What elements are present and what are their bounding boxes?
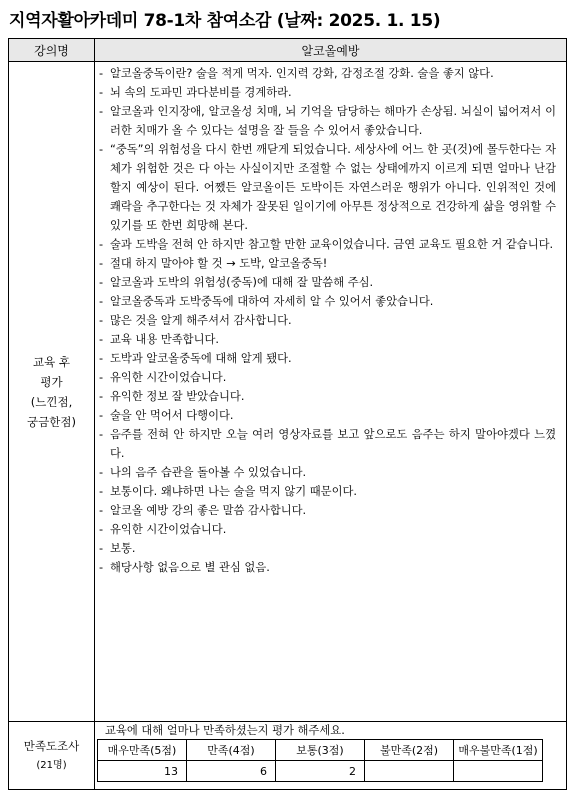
feedback-item: - 도박과 알코올중독에 대해 알게 됐다.: [99, 349, 556, 368]
course-name-label: 강의명: [9, 39, 95, 62]
feedback-item: - 알코올과 인지장애, 알코올성 치매, 뇌 기억을 담당하는 해마가 손상됨. 뇌실이 넓어져서 이러한 치매가 올 수 있다는 설명을 잘 들을 수 있어서 좋았습니다.: [99, 102, 556, 140]
feedback-item: - 보통.: [99, 539, 556, 558]
rating-count: 13: [98, 761, 187, 782]
feedback-item: - 나의 음주 습관을 돌아볼 수 있었습니다.: [99, 463, 556, 482]
feedback-item: - 절대 하지 말아야 할 것 → 도박, 알코올중독!: [99, 254, 556, 273]
rating-header: 불만족(2점): [365, 740, 454, 761]
satisfaction-row: [9, 722, 567, 790]
satisfaction-value-row: [98, 761, 543, 782]
evaluation-label-line: 평가: [40, 374, 63, 389]
rating-header: 보통(3점): [276, 740, 365, 761]
rating-header: 매우만족(5점): [98, 740, 187, 761]
satisfaction-content: [95, 722, 567, 790]
course-name-value: 알코올예방: [95, 39, 567, 62]
feedback-item: - 알코올 예방 강의 좋은 말씀 감사합니다.: [99, 501, 556, 520]
feedback-item: - 음주를 전혀 안 하지만 오늘 여러 영상자료를 보고 앞으로도 음주는 하지 말아야겠다 느꼈다.: [99, 425, 556, 463]
respondent-count: (21명): [36, 759, 67, 771]
feedback-item: - 해당사항 없음으로 별 관심 없음.: [99, 558, 556, 577]
feedback-item: - 유익한 시간이었습니다.: [99, 368, 556, 387]
feedback-item: - 보통이다. 왜냐하면 나는 술을 먹지 않기 때문이다.: [99, 482, 556, 501]
document-title: 지역자활아카데미 78-1차 참여소감 (날짜: 2025. 1. 15): [9, 11, 441, 31]
evaluation-label-line: (느낀점,: [30, 394, 73, 409]
rating-count: 6: [187, 761, 276, 782]
feedback-list: [95, 62, 566, 579]
feedback-item: - 술을 안 먹어서 다행이다.: [99, 406, 556, 425]
evaluation-label-line: 교육 후: [33, 354, 70, 369]
feedback-item: - 뇌 속의 도파민 과다분비를 경계하라.: [99, 83, 556, 102]
satisfaction-table: [97, 739, 543, 782]
feedback-item: - 교육 내용 만족합니다.: [99, 330, 556, 349]
rating-count: [365, 761, 454, 782]
satisfaction-question: 교육에 대해 얼마나 만족하셨는지 평가 해주세요.: [105, 724, 345, 737]
evaluation-row: [9, 62, 567, 722]
feedback-item: - 유익한 정보 잘 받았습니다.: [99, 387, 556, 406]
feedback-item: - 많은 것을 알게 해주셔서 감사합니다.: [99, 311, 556, 330]
feedback-item: - “중독”의 위험성을 다시 한번 깨닫게 되었습니다. 세상사에 어느 한 곳(것)에 몰두한다는 자체가 위험한 것은 다 아는 사실이지만 조절할 수 없는 상태에까지 이르게 되면 얼마나 난감할지 예상이 된다. 어쨌든 알코올이든 도박이든 자연스러운 행위가 아니다. 인위적인 것에 쾌락을 추구한다는 것 자체가 잘못된 일이기에 아무튼 정상적으로 건강하게 삶을 영위할 수 있기를 또 한번 희망해 본다.: [99, 140, 556, 235]
satisfaction-label: [9, 722, 95, 790]
feedback-item: - 알코올중독과 도박중독에 대하여 자세히 알 수 있어서 좋았습니다.: [99, 292, 556, 311]
feedback-item: - 알코올중독이란? 술을 적게 먹자. 인지력 강화, 감정조절 강화. 술을 좋지 않다.: [99, 64, 556, 83]
feedback-item: - 술과 도박을 전혀 안 하지만 참고할 만한 교육이었습니다. 금연 교육도 필요한 거 같습니다.: [99, 235, 556, 254]
satisfaction-title: 만족도조사: [23, 738, 80, 753]
satisfaction-header-row: [98, 740, 543, 761]
evaluation-content: [95, 62, 567, 722]
evaluation-label-line: 궁금한점): [27, 414, 76, 429]
rating-header: 만족(4점): [187, 740, 276, 761]
rating-count: [454, 761, 543, 782]
evaluation-label: [9, 62, 95, 722]
rating-count: 2: [276, 761, 365, 782]
feedback-item: - 알코올과 도박의 위험성(중독)에 대해 잘 말씀해 주심.: [99, 273, 556, 292]
survey-table: [8, 38, 567, 790]
rating-header: 매우불만족(1점): [454, 740, 543, 761]
feedback-item: - 유익한 시간이었습니다.: [99, 520, 556, 539]
header-row: [9, 39, 567, 62]
